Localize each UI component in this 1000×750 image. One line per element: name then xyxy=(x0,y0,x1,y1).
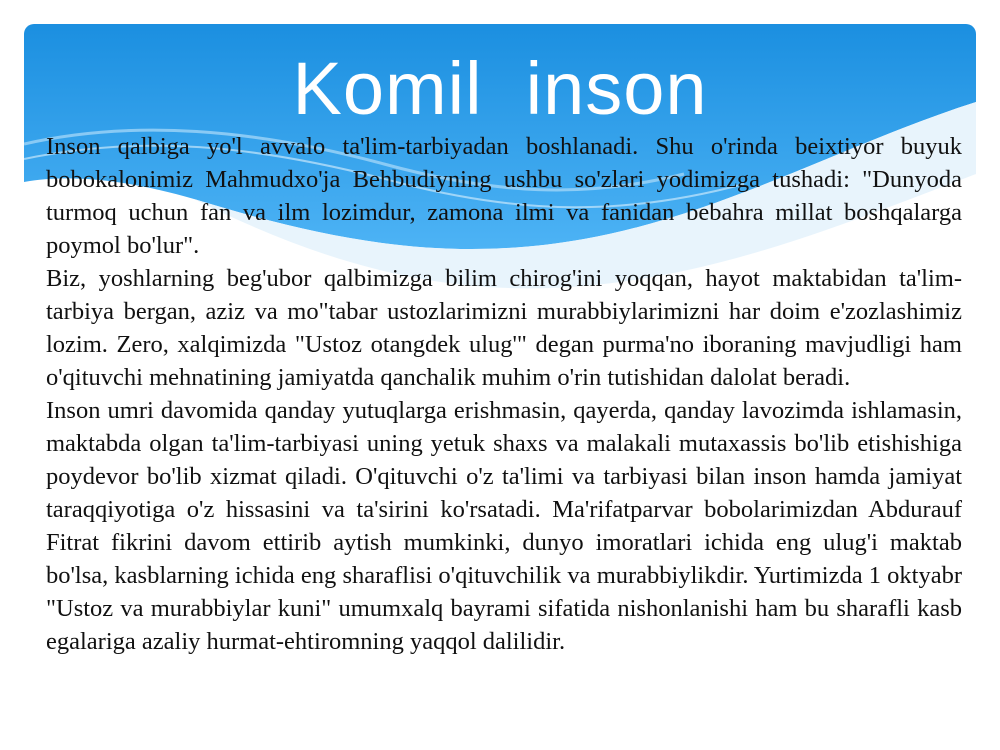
paragraph-3: Inson umri davomida qanday yutuqlarga erishmasin, qayerda, qanday lavozimda ishlamasin, maktabda olgan ta'lim-tarbiyasi uning yetuk shaxs va malakali mutaxassis bo'lib etishishiga poydevor bo'lib xizmat qiladi. O'qituvchi o'z ta'limi va tarbiyasi bilan inson hamda jamiyat taraqqiyotiga o'z hissasini va ta'sirini ko'rsatadi. Ma'rifatparvar bobolarimizdan Abdurauf Fitrat fikrini davom ettirib aytish mumkinki, dunyo imoratlari ichida eng ulug'i maktab bo'lsa, kasblarning ichida eng sharaflisi o'qituvchilik va murabbiylikdir. Yurtimizda 1 oktyabr "Ustoz va murabbiylar kuni" umumxalq bayrami sifatida nishonlanishi ham bu sharafli kasb egalariga azaliy hurmat-ehtiromning yaqqol dalilidir. xyxy=(46,397,962,655)
paragraph-2: Biz, yoshlarning beg'ubor qalbimizga bilim chirog'ini yoqqan, hayot maktabidan ta'lim-tarbiya bergan, aziz va mo"tabar ustozlarimizni murabbiylarimizni har doim e'zozlashimiz lozim. Zero, xalqimizda "Ustoz otangdek ulug'" degan purma'no iboraning mavjudligi ham o'qituvchi mehnatining jamiyatda qanchalik muhim o'rin tutishidan dalolat beradi. xyxy=(46,265,962,391)
slide-title: Komil inson xyxy=(292,47,708,130)
body-text xyxy=(46,130,962,658)
paragraph-1: Inson qalbiga yo'l avvalo ta'lim-tarbiyadan boshlanadi. Shu o'rinda beixtiyor buyuk bobokalonimiz Mahmudxo'ja Behbudiyning ushbu so'zlari yodimizga tushadi: "Dunyoda turmoq uchun fan va ilm lozimdur, zamona ilmi va fanidan bebahra millat boshqalarga poymol bo'lur". xyxy=(46,133,962,259)
